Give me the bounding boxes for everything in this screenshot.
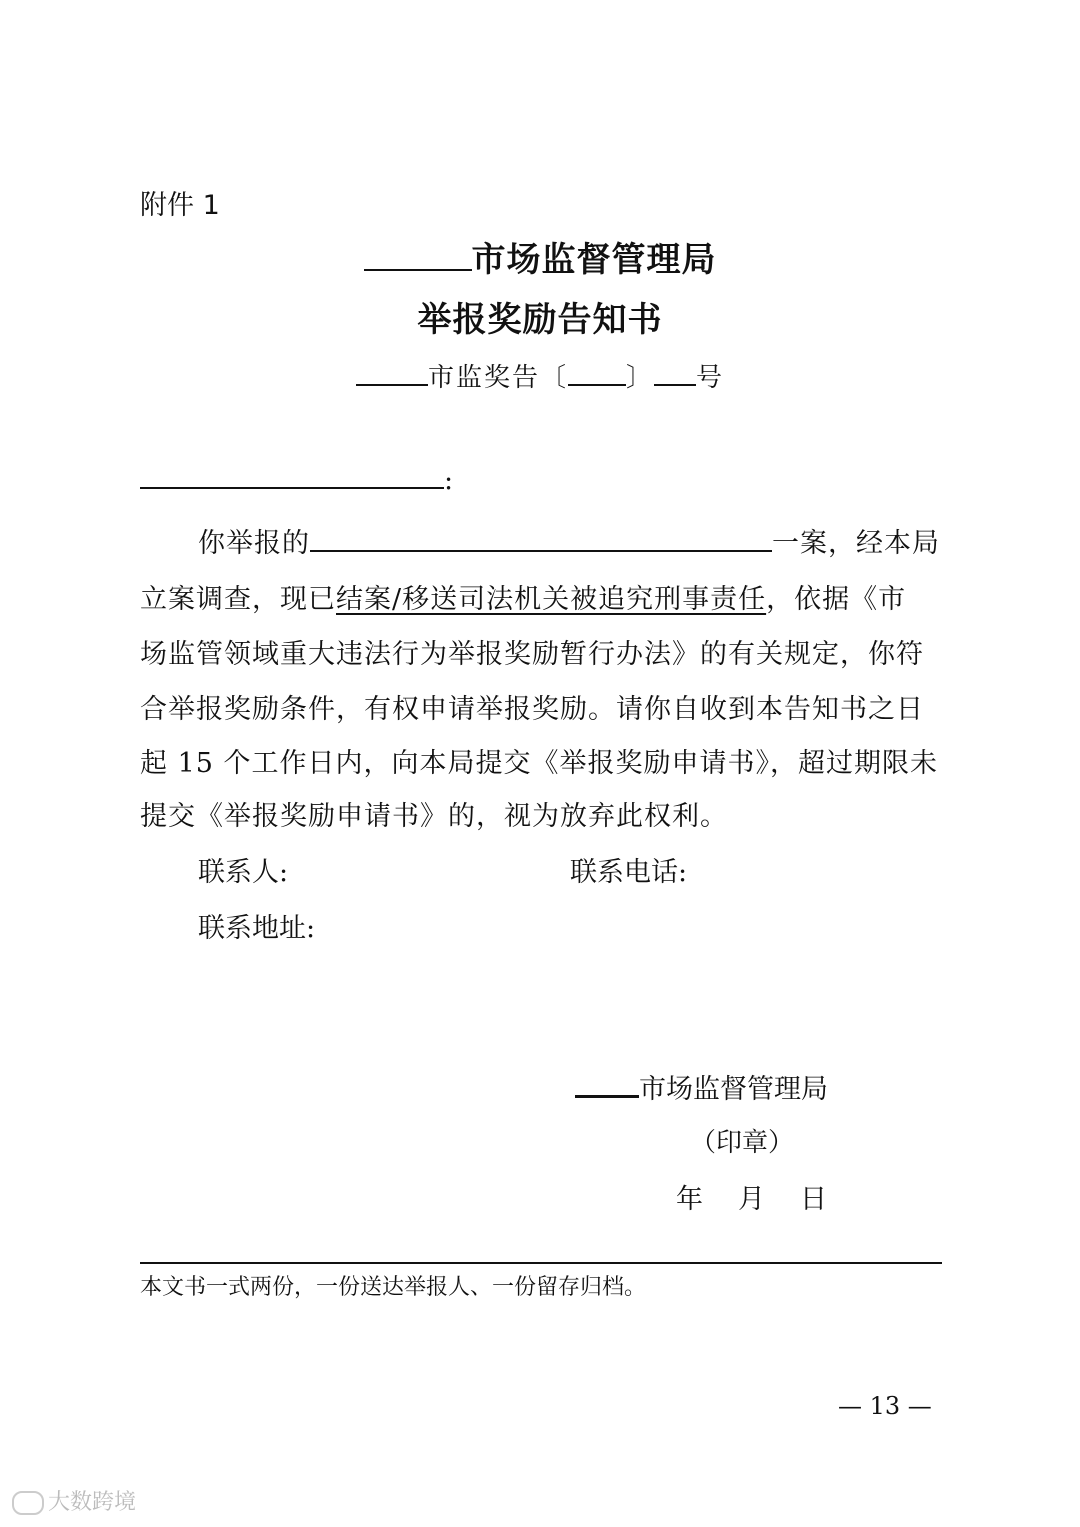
docno-text-1: 市监奖告〔 xyxy=(427,363,568,393)
title-line-1 xyxy=(0,232,1080,281)
contact-person-label: 联系人: xyxy=(198,857,289,888)
body-line-5: 起 15 个工作日内，向本局提交《举报奖励申请书》，超过期限未 xyxy=(140,748,939,779)
docno-num-blank xyxy=(654,384,696,386)
docno-text-2: 〕 xyxy=(625,363,654,393)
signature-bureau xyxy=(575,1067,828,1106)
case-status-options: 结案/移送司法机关被追究刑事责任 xyxy=(336,584,767,615)
body-line-6: 提交《举报奖励申请书》的，视为放弃此权利。 xyxy=(140,801,728,832)
watermark xyxy=(12,1485,136,1516)
addressee-blank xyxy=(140,487,444,489)
body-line-2 xyxy=(140,577,940,616)
contact-phone-label: 联系电话: xyxy=(570,857,688,888)
docno-blank-1 xyxy=(356,384,428,386)
body-line-3: 场监管领域重大违法行为举报奖励暂行办法》的有关规定，你符 xyxy=(140,639,924,670)
line2-a: 立案调查，现已 xyxy=(140,584,336,615)
addressee-colon: : xyxy=(444,465,455,496)
p1-start: 你举报的 xyxy=(198,528,310,559)
footer-divider xyxy=(140,1262,942,1264)
docno-text-3: 号 xyxy=(696,363,725,393)
watermark-logo-icon xyxy=(12,1491,44,1515)
body-line-1 xyxy=(140,521,940,560)
signature-blank xyxy=(575,1095,639,1098)
title-bureau-suffix: 市场监督管理局 xyxy=(471,240,717,280)
title-line-2: 举报奖励告知书 xyxy=(417,300,663,340)
attachment-label: 附件 1 xyxy=(140,190,220,221)
page-number: — 13 — xyxy=(838,1392,932,1420)
line2-b: ，依据《市 xyxy=(766,584,907,615)
addressee-line xyxy=(140,465,940,496)
footer-note: 本文书一式两份，一份送达举报人、一份留存归档。 xyxy=(140,1275,647,1300)
docno-year-blank xyxy=(568,384,626,386)
contact-address-label: 联系地址: xyxy=(198,913,316,944)
date-label: 年 月 日 xyxy=(676,1184,831,1215)
signature-bureau-text: 市场监督管理局 xyxy=(639,1074,828,1105)
case-blank xyxy=(310,550,772,552)
document-number xyxy=(0,357,1080,394)
watermark-text: 大数跨境 xyxy=(48,1490,137,1515)
seal-label: （印章） xyxy=(690,1128,795,1158)
bureau-name-blank xyxy=(364,269,472,271)
body-line-4: 合举报奖励条件，有权申请举报奖励。请你自收到本告知书之日 xyxy=(140,694,924,725)
p1-after-blank: 一案，经本局 xyxy=(772,528,940,559)
